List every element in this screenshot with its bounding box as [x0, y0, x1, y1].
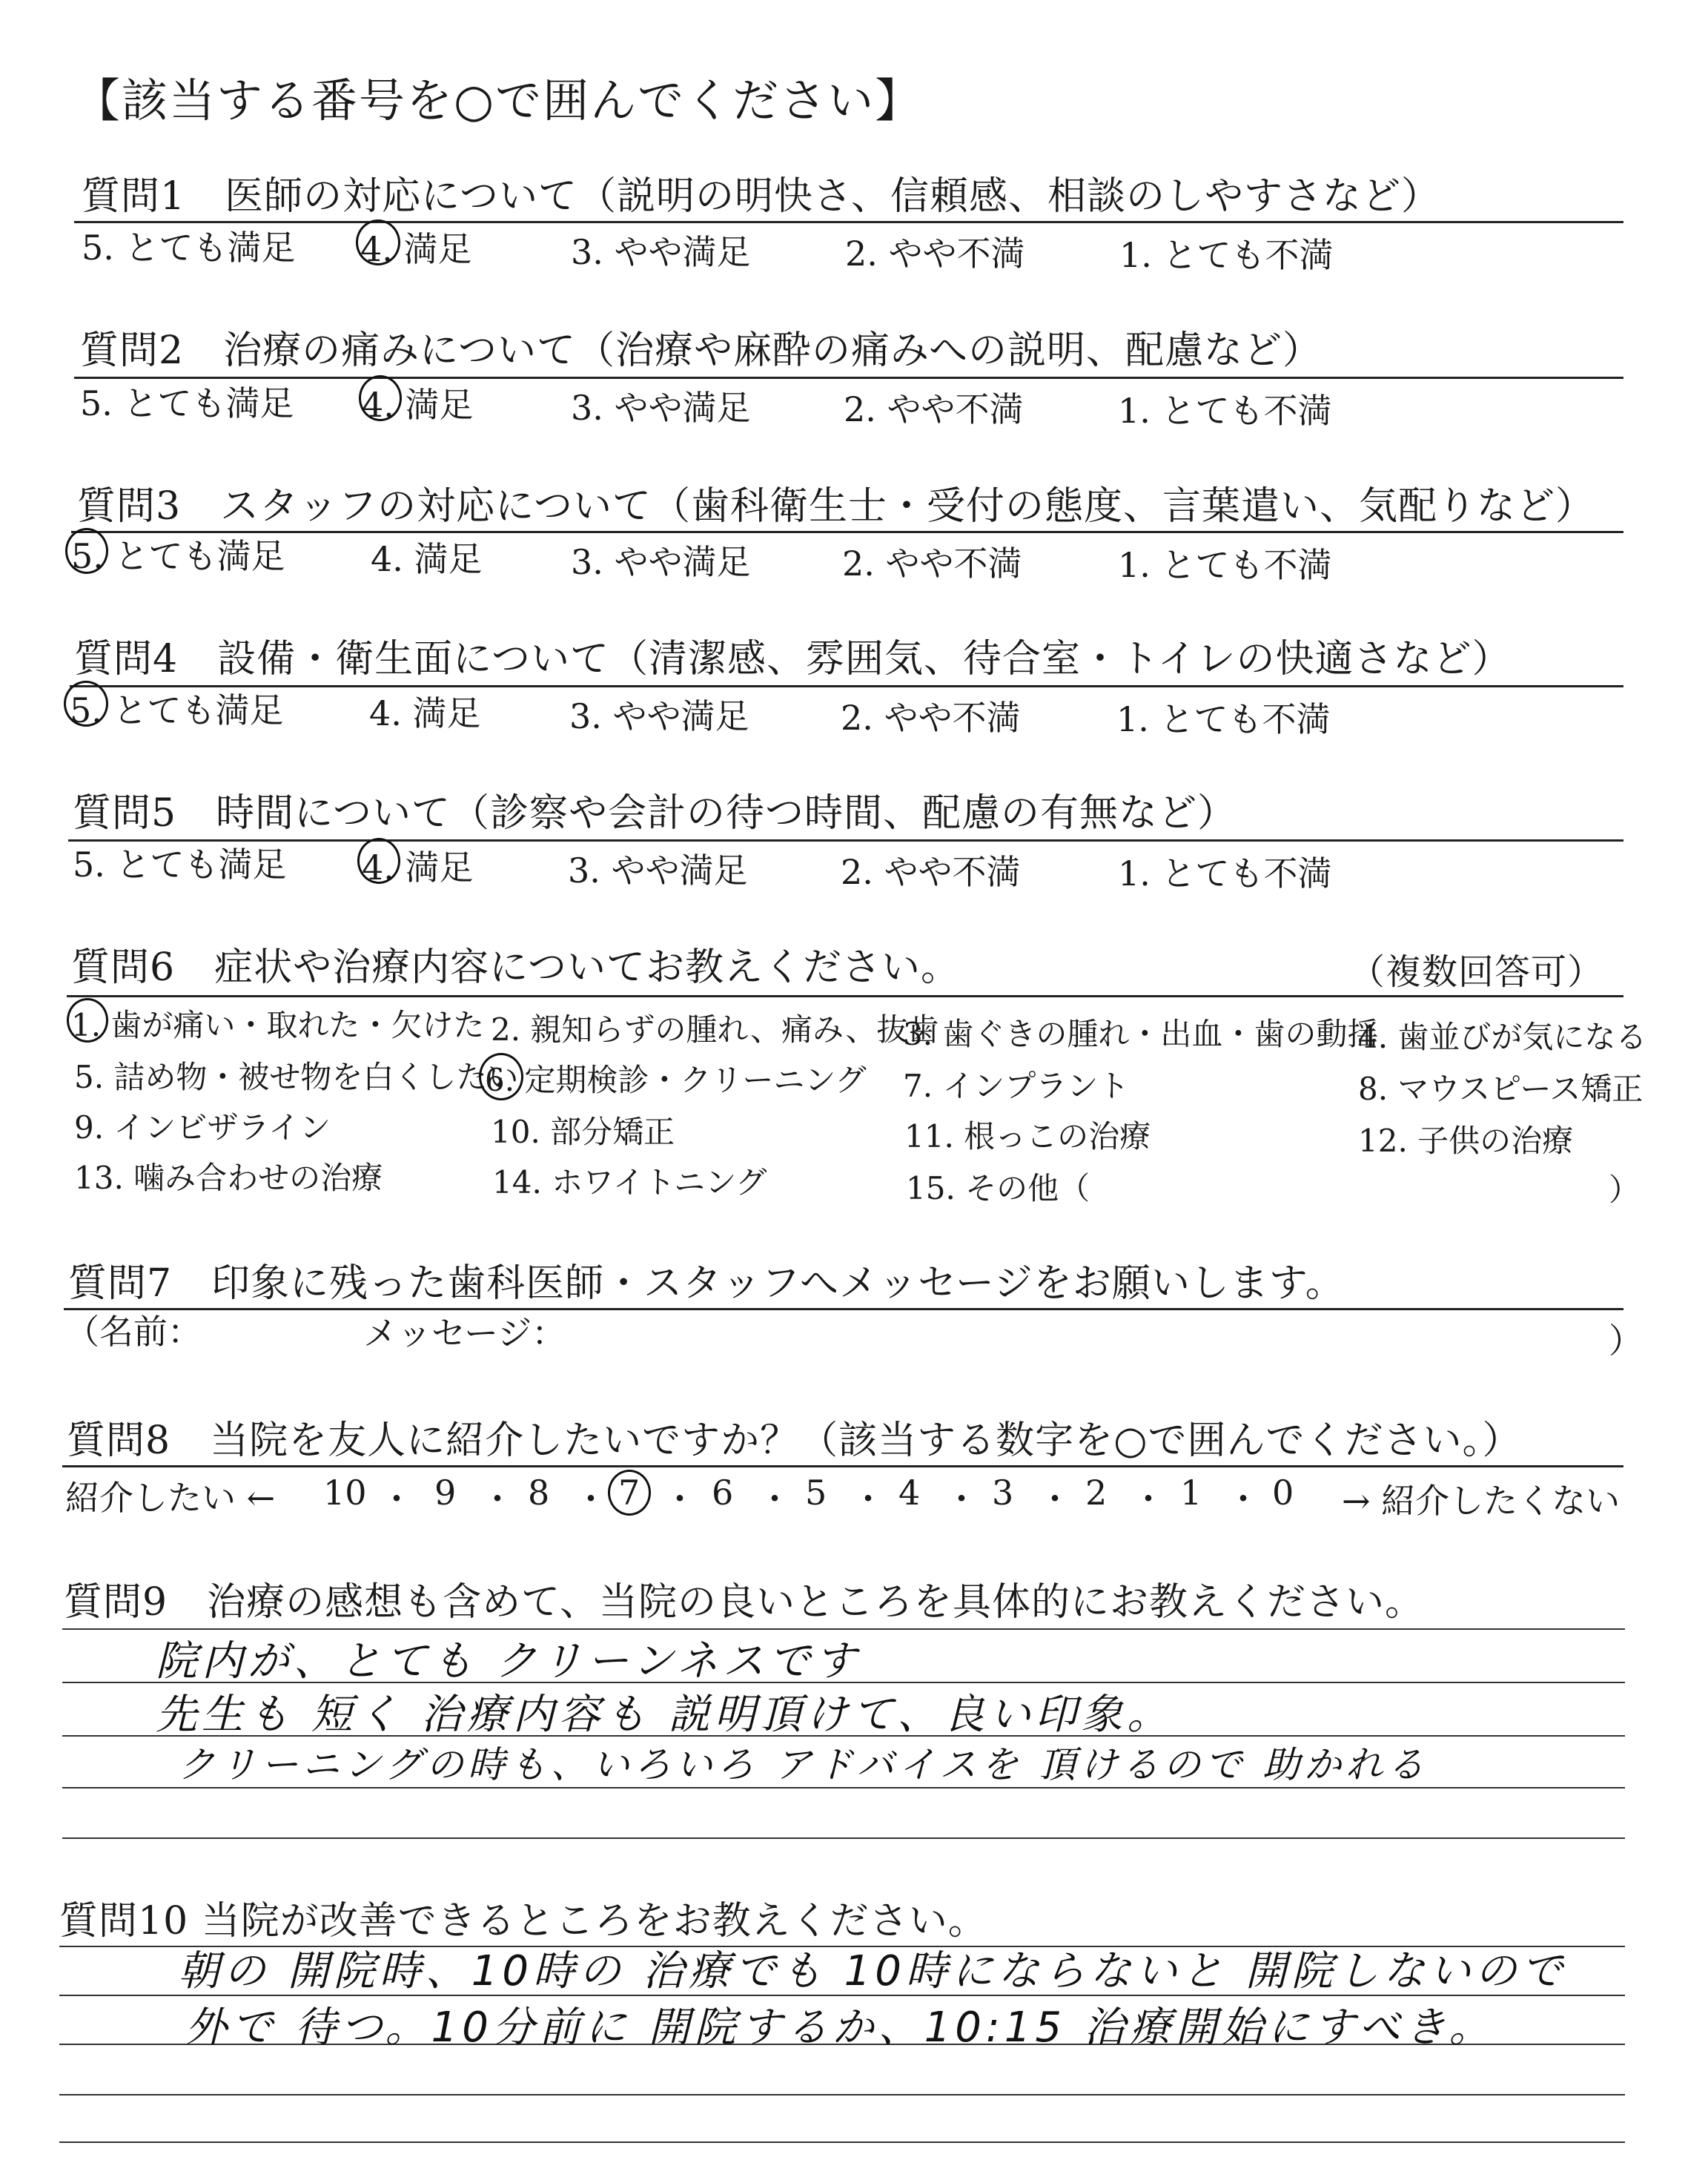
q5-option-5[interactable]: 5. とても満足	[73, 845, 287, 885]
q6-item-4[interactable]: 4. 歯並びが気になる	[1358, 1019, 1647, 1055]
q5-option-3[interactable]: 3. やや満足	[568, 851, 748, 891]
page-title: 【該当する番号を○で囲んでください】	[74, 73, 923, 128]
q6-item-13[interactable]: 13. 噛み合わせの治療	[74, 1160, 383, 1196]
question-2-label: 質問2 治療の痛みについて（治療や麻酔の痛みへの説明、配慮など）	[80, 328, 1323, 373]
q6-item-1[interactable]: 1. 歯が痛い・取れた・欠けた	[71, 1007, 485, 1043]
question-2-underline	[74, 377, 1623, 379]
q8-score-9[interactable]: 9	[434, 1473, 457, 1513]
q10-answer-line-2: 外で 待つ。10分前に 開院するか、10:15 治療開始にすべき。	[185, 2004, 1495, 2052]
q6-item-10[interactable]: 10. 部分矯正	[491, 1114, 675, 1150]
q10-line-5	[59, 2141, 1625, 2143]
q2-selected-circle	[359, 375, 402, 421]
q6-item-6[interactable]: 6. 定期検診・クリーニング	[485, 1062, 867, 1098]
q1-option-5[interactable]: 5. とても満足	[82, 228, 296, 268]
question-8-label: 質問8 当院を友人に紹介したいですか？（該当する数字を○で囲んでください。）	[67, 1418, 1522, 1463]
question-8-underline	[62, 1465, 1623, 1467]
q6-item-15[interactable]: 15. その他（	[906, 1170, 1090, 1206]
q6-item-6-circle	[479, 1053, 523, 1100]
question-1-label: 質問1 医師の対応について（説明の明快さ、信頼感、相談のしやすさなど）	[82, 174, 1440, 219]
q8-sep-6: ・	[851, 1479, 885, 1519]
question-5-underline	[68, 839, 1623, 842]
q6-item-11[interactable]: 11. 根っこの治療	[904, 1118, 1151, 1155]
question-6-note: （複数回答可）	[1349, 951, 1604, 993]
q5-option-1[interactable]: 1. とても不満	[1118, 853, 1332, 894]
q8-sep-9: ・	[1131, 1479, 1165, 1519]
q8-left-label: 紹介したい ←	[65, 1478, 276, 1518]
q10-line-4	[59, 2094, 1625, 2095]
q1-option-3[interactable]: 3. やや満足	[571, 232, 751, 272]
q3-selected-circle	[65, 528, 108, 574]
q8-sep-1: ・	[380, 1479, 414, 1519]
q8-score-4[interactable]: 4	[898, 1473, 921, 1513]
q6-item-5[interactable]: 5. 詰め物・被せ物を白くしたい	[74, 1059, 519, 1095]
q4-option-4[interactable]: 4. 満足	[369, 693, 481, 733]
q2-option-3[interactable]: 3. やや満足	[571, 388, 751, 428]
q3-option-4[interactable]: 4. 満足	[371, 539, 483, 579]
q9-line-5	[62, 1837, 1625, 1839]
question-4-label: 質問4 設備・衛生面について（清潔感、雰囲気、待合室・トイレの快適さなど）	[74, 637, 1512, 681]
q8-selected-circle	[608, 1470, 651, 1516]
q8-score-1[interactable]: 1	[1180, 1473, 1202, 1513]
q8-score-5[interactable]: 5	[805, 1473, 827, 1513]
q8-sep-3: ・	[574, 1479, 608, 1519]
q8-right-label: → 紹介したくない	[1342, 1481, 1621, 1521]
q8-sep-7: ・	[944, 1479, 979, 1519]
question-6-underline	[67, 995, 1623, 997]
q8-sep-2: ・	[480, 1479, 514, 1519]
q5-option-4[interactable]: 4. 満足	[362, 848, 474, 888]
q6-item-15-close: ）	[1609, 1172, 1641, 1208]
q9-answer-line-2: 先生も 短く 治療内容も 説明頂けて、良い印象。	[156, 1691, 1174, 1739]
q9-answer-line-1: 院内が、とても クリーンネスです	[156, 1637, 861, 1685]
q1-selected-circle	[356, 219, 400, 265]
question-9-label: 質問9 治療の感想も含めて、当院の良いところを具体的にお教えください。	[64, 1580, 1425, 1625]
q7-message-label: メッセージ：	[363, 1313, 566, 1353]
q5-option-2[interactable]: 2. やや不満	[841, 852, 1021, 892]
q5-selected-circle	[357, 838, 400, 884]
q4-option-3[interactable]: 3. やや満足	[569, 696, 749, 736]
q6-item-9[interactable]: 9. インビザライン	[74, 1109, 331, 1146]
question-6-label: 質問6 症状や治療内容についてお教えください。	[71, 945, 961, 990]
q3-option-1[interactable]: 1. とても不満	[1118, 545, 1332, 585]
q2-option-4[interactable]: 4. 満足	[362, 385, 474, 425]
q1-option-4[interactable]: 4. 満足	[360, 229, 472, 269]
q4-selected-circle	[64, 681, 108, 727]
question-5-label: 質問5 時間について（診察や会計の待つ時間、配慮の有無など）	[73, 791, 1237, 836]
q2-option-1[interactable]: 1. とても不満	[1118, 391, 1332, 431]
question-10-label: 質問10 当院が改善できるところをお教えください。	[59, 1899, 987, 1943]
q7-close-paren: ）	[1609, 1321, 1643, 1361]
question-7-underline	[64, 1308, 1623, 1310]
q7-name-label: （名前：	[65, 1312, 202, 1352]
q6-item-1-circle	[67, 998, 108, 1043]
q4-option-1[interactable]: 1. とても不満	[1116, 699, 1331, 739]
question-7-label: 質問7 印象に残った歯科医師・スタッフへメッセージをお願いします。	[68, 1261, 1345, 1306]
q8-score-10[interactable]: 10	[323, 1473, 367, 1513]
q6-item-12[interactable]: 12. 子供の治療	[1358, 1123, 1574, 1159]
q1-option-2[interactable]: 2. やや不満	[845, 234, 1025, 274]
q8-sep-8: ・	[1038, 1479, 1072, 1519]
q4-option-5[interactable]: 5. とても満足	[70, 690, 284, 730]
q6-item-7[interactable]: 7. インプラント	[903, 1068, 1130, 1104]
question-3-label: 質問3 スタッフの対応について（歯科衛生士・受付の態度、言葉遣い、気配りなど）	[77, 484, 1595, 529]
q8-score-6[interactable]: 6	[712, 1473, 734, 1513]
q3-option-5[interactable]: 5. とても満足	[71, 536, 285, 576]
q10-answer-line-1: 朝の 開院時、10時の 治療でも 10時にならないと 開院しないので	[178, 1947, 1567, 1995]
question-4-underline	[70, 685, 1623, 687]
q2-option-5[interactable]: 5. とても満足	[80, 383, 294, 423]
q3-option-2[interactable]: 2. やや不満	[842, 544, 1022, 584]
q8-score-0[interactable]: 0	[1272, 1473, 1294, 1513]
q6-item-8[interactable]: 8. マウスピース矯正	[1358, 1071, 1644, 1107]
q3-option-3[interactable]: 3. やや満足	[571, 542, 751, 582]
question-3-underline	[71, 531, 1623, 533]
q8-score-7[interactable]: 7	[618, 1473, 640, 1513]
q8-score-8[interactable]: 8	[528, 1473, 550, 1513]
q4-option-2[interactable]: 2. やや不満	[841, 698, 1021, 738]
question-1-underline	[74, 221, 1623, 223]
q8-sep-10: ・	[1226, 1479, 1260, 1519]
q8-sep-5: ・	[758, 1479, 792, 1519]
q2-option-2[interactable]: 2. やや不満	[844, 389, 1024, 429]
q8-score-3[interactable]: 3	[992, 1473, 1014, 1513]
q6-item-2[interactable]: 2. 親知らずの腫れ、痛み、抜歯	[491, 1011, 939, 1048]
q9-answer-line-3: クリーニングの時も、いろいろ アドバイスを 頂けるので 助かれる	[178, 1743, 1429, 1786]
q1-option-1[interactable]: 1. とても不満	[1119, 235, 1334, 275]
q8-score-2[interactable]: 2	[1085, 1473, 1108, 1513]
q6-item-3[interactable]: 3. 歯ぐきの腫れ・出血・歯の動揺	[903, 1016, 1379, 1052]
q8-sep-4: ・	[663, 1479, 697, 1519]
q6-item-14[interactable]: 14. ホワイトニング	[492, 1164, 767, 1200]
